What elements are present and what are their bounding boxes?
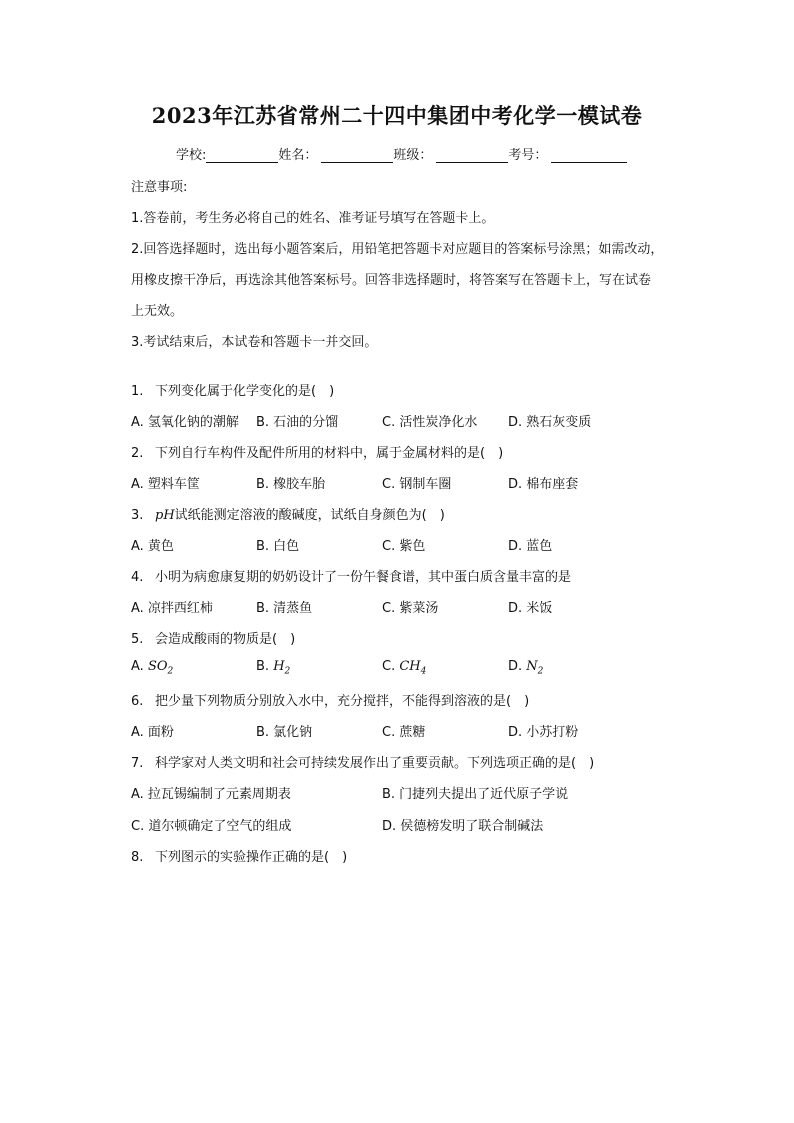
option-b: B. 清蒸鱼: [256, 601, 313, 616]
note-2-line-3: 上无效。: [131, 304, 184, 319]
option-b: B. 橡胶车胎: [256, 477, 326, 492]
question-7-options-row-1: [131, 783, 671, 801]
option-d: D. 侯德榜发明了联合制碱法: [382, 819, 544, 834]
formula: [273, 659, 291, 677]
formula-base: N: [526, 659, 538, 674]
option-a: [131, 659, 173, 677]
option-b: B. 氯化钠: [256, 725, 313, 740]
question-number: 2.: [131, 446, 144, 461]
school-blank: [206, 148, 278, 163]
option-letter: B.: [256, 659, 270, 674]
question-number: 6.: [131, 694, 144, 709]
class-blank: [436, 148, 508, 163]
option-b: B. 白色: [256, 539, 300, 554]
question-text: 下列自行车构件及配件所用的材料中，属于金属材料的是( ): [155, 446, 504, 461]
notes-heading: 注意事项:: [131, 180, 188, 195]
option-a: A. 面粉: [131, 725, 174, 740]
question-4: [131, 566, 571, 585]
question-number: 5.: [131, 632, 144, 647]
option-d: [508, 659, 543, 677]
option-c: C. 道尔顿确定了空气的组成: [131, 819, 292, 834]
school-label: 学校:: [176, 148, 207, 163]
question-number: 4.: [131, 570, 144, 585]
exam-no-label: 考号：: [508, 148, 548, 163]
option-c: C. 紫菜汤: [382, 601, 439, 616]
option-b: B. 石油的分馏: [256, 415, 339, 430]
question-5: [131, 628, 295, 647]
note-3: 3.考试结束后，本试卷和答题卡一并交回。: [131, 335, 378, 350]
formula-subscript: 2: [284, 666, 291, 677]
question-text: 试纸能测定溶液的酸碱度，试纸自身颜色为( ): [174, 508, 445, 523]
option-b: [256, 659, 290, 677]
option-c: C. 紫色: [382, 539, 426, 554]
question-4-options: [131, 597, 671, 615]
question-6-options: [131, 721, 671, 739]
name-blank: [321, 148, 393, 163]
formula-subscript: 4: [420, 666, 427, 677]
option-letter: C.: [382, 659, 396, 674]
option-c: C. 钢制车圈: [382, 477, 452, 492]
option-a: A. 氢氧化钠的潮解: [131, 415, 239, 430]
question-text: 下列变化属于化学变化的是( ): [155, 384, 335, 399]
formula-base: SO: [147, 659, 168, 674]
option-d: D. 小苏打粉: [508, 725, 579, 740]
page-title: 2023年江苏省常州二十四中集团中考化学一模试卷: [151, 103, 643, 128]
question-3-options: [131, 535, 671, 553]
question-text: 把少量下列物质分别放入水中，充分搅拌，不能得到溶液的是( ): [155, 694, 530, 709]
option-b: B. 门捷列夫提出了近代原子学说: [382, 787, 569, 802]
ph-symbol: pH: [155, 508, 175, 523]
formula: [399, 659, 427, 677]
question-1-options: [131, 411, 671, 429]
option-letter: A.: [131, 659, 144, 674]
question-number: 3.: [131, 508, 144, 523]
option-c: C. 活性炭净化水: [382, 415, 478, 430]
option-a: A. 黄色: [131, 539, 174, 554]
question-text: 科学家对人类文明和社会可持续发展作出了重要贡献。下列选项正确的是( ): [155, 756, 595, 771]
question-number: 1.: [131, 384, 144, 399]
question-2: [131, 442, 503, 461]
formula-base: H: [273, 659, 285, 674]
question-3: [131, 504, 445, 523]
name-label: 姓名：: [278, 148, 318, 163]
question-number: 8.: [131, 850, 144, 865]
question-6: [131, 690, 529, 709]
option-a: A. 凉拌西红柿: [131, 601, 213, 616]
formula-subscript: 2: [537, 666, 544, 677]
question-text: 会造成酸雨的物质是( ): [155, 632, 296, 647]
question-number: 7.: [131, 756, 144, 771]
formula-subscript: 2: [167, 666, 174, 677]
formula: [526, 659, 544, 677]
question-2-options: [131, 473, 671, 491]
option-c: C. 蔗糖: [382, 725, 426, 740]
exam-no-blank: [551, 148, 627, 163]
option-d: D. 熟石灰变质: [508, 415, 592, 430]
option-d: D. 蓝色: [508, 539, 553, 554]
option-d: D. 棉布座套: [508, 477, 579, 492]
option-d: D. 米饭: [508, 601, 553, 616]
question-8: [131, 846, 347, 865]
question-7: [131, 752, 594, 771]
question-text: 下列图示的实验操作正确的是( ): [155, 850, 348, 865]
note-2-line-2: 用橡皮擦干净后，再选涂其他答案标号。回答非选择题时，将答案写在答题卡上，写在试卷: [131, 273, 652, 288]
student-info-line: [176, 144, 627, 163]
option-c: [382, 659, 426, 677]
option-a: A. 拉瓦锡编制了元素周期表: [131, 787, 291, 802]
option-a: A. 塑料车筐: [131, 477, 200, 492]
question-7-options-row-2: [131, 815, 671, 833]
formula-base: CH: [399, 659, 421, 674]
question-text: 小明为病愈康复期的奶奶设计了一份午餐食谱，其中蛋白质含量丰富的是: [155, 570, 572, 585]
class-label: 班级：: [393, 148, 433, 163]
formula: [147, 659, 174, 677]
question-5-options: [131, 659, 671, 677]
note-1: 1.答卷前，考生务必将自己的姓名、准考证号填写在答题卡上。: [131, 211, 495, 226]
question-1: [131, 380, 334, 399]
note-2-line-1: 2.回答选择题时，选出每小题答案后，用铅笔把答题卡对应题目的答案标号涂黑；如需改动，: [131, 242, 664, 257]
option-letter: D.: [508, 659, 523, 674]
